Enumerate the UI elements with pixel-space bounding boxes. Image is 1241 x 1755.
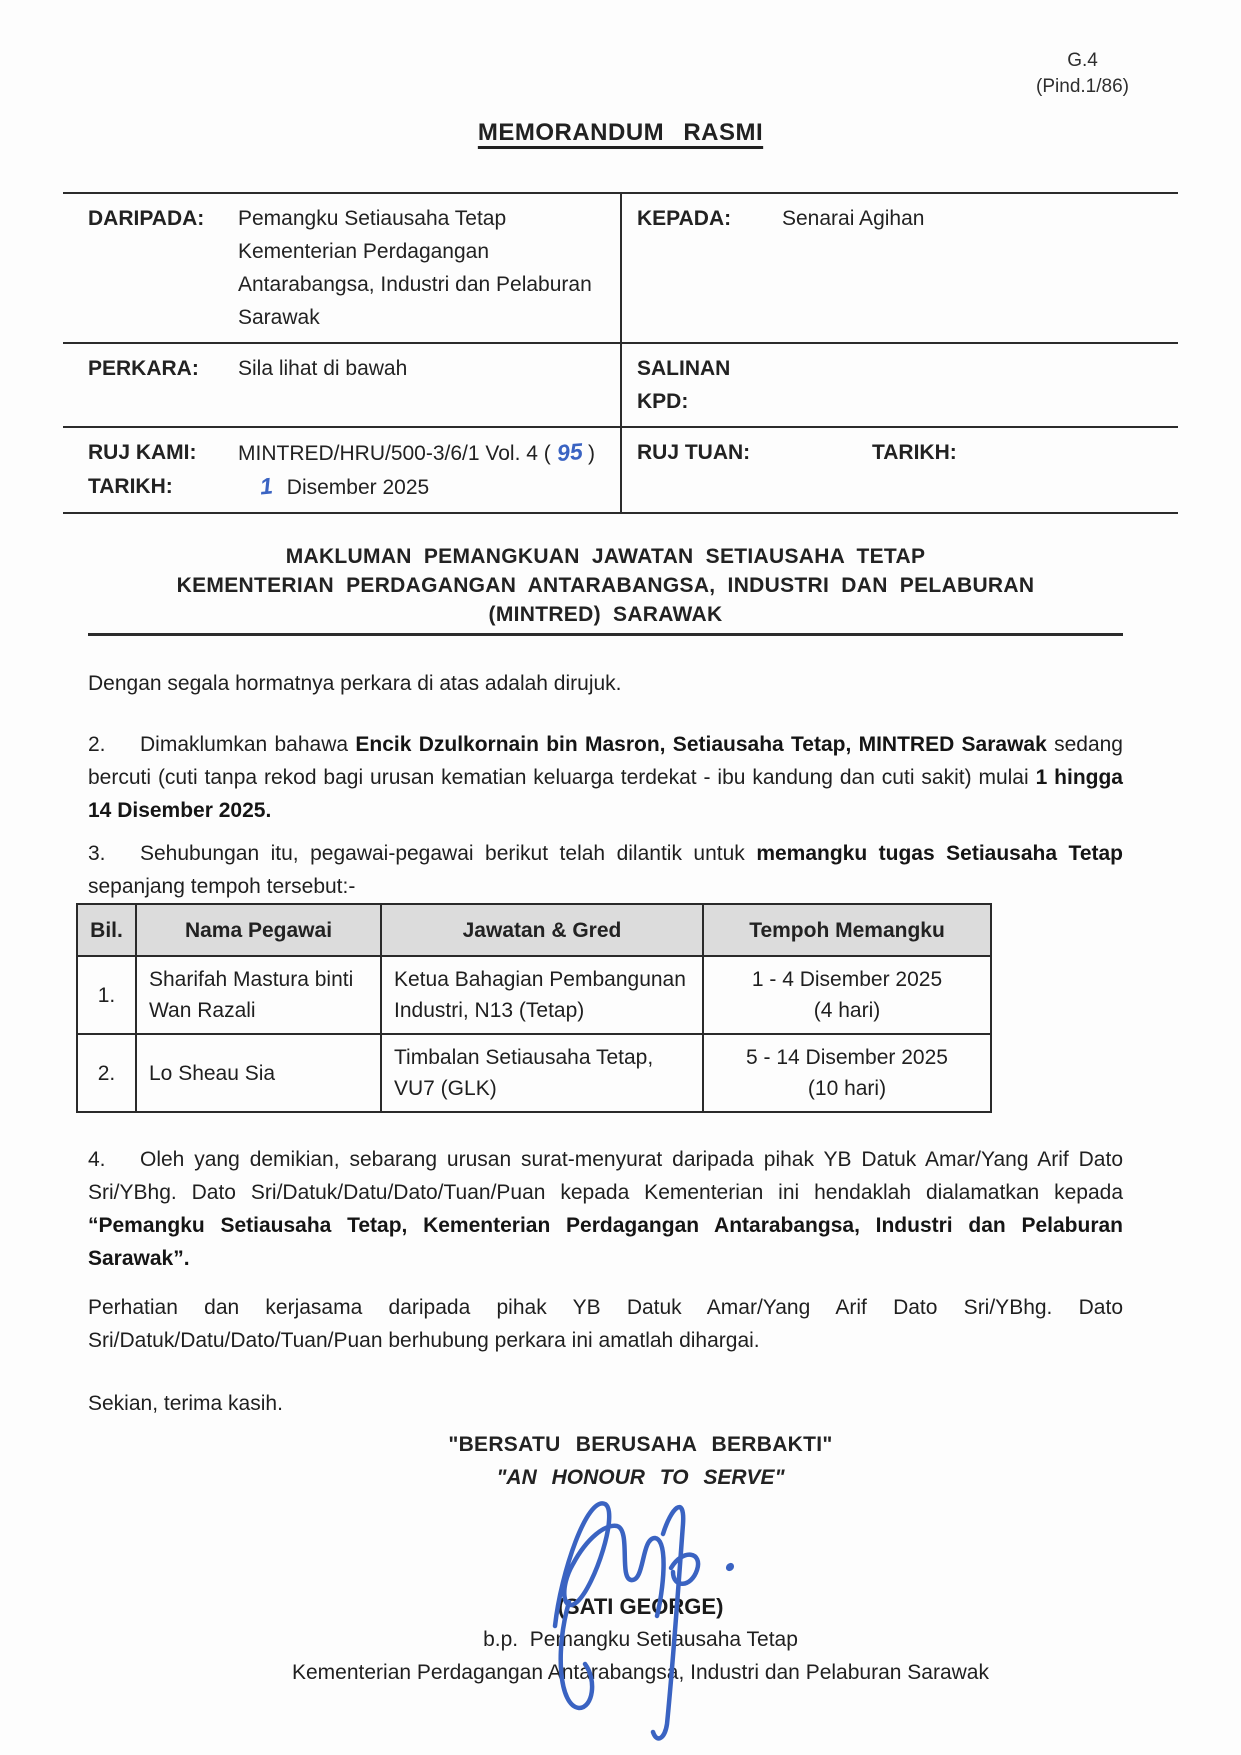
row1-jawatan-line1: Ketua Bahagian Pembangunan xyxy=(394,968,686,991)
daripada-label: DARIPADA: xyxy=(88,207,205,230)
header-tempoh-memangku: Tempoh Memangku xyxy=(703,904,991,956)
paragraph-3-number: 3. xyxy=(88,842,106,865)
salinan-cell xyxy=(620,344,1178,426)
subject-line-3: (MINTRED) SARAWAK xyxy=(488,603,723,626)
paragraph-4 xyxy=(88,1143,1123,1275)
subject-heading xyxy=(88,542,1123,629)
tarikh-value xyxy=(238,470,429,504)
daripada-value xyxy=(238,202,592,334)
page-title: MEMORANDUM RASMI xyxy=(477,119,764,146)
row2-jawatan-line2: VU7 (GLK) xyxy=(394,1077,497,1100)
paragraph-4-bold: “Pemangku Setiausaha Tetap, Kementerian Perdagangan Antarabangsa, Industri dan Pelaburan Sarawak”. xyxy=(88,1214,1123,1270)
table-row xyxy=(77,956,991,1034)
paragraph-3-bold-carry: Tetap xyxy=(1068,842,1123,865)
paragraph-2 xyxy=(88,728,1123,827)
closing-phrase: Sekian, terima kasih. xyxy=(88,1392,283,1415)
personnel-table xyxy=(76,903,992,1113)
table-row xyxy=(77,1034,991,1112)
header-bil: Bil. xyxy=(77,904,136,956)
paragraph-3-bold: memangku tugas Setiausaha xyxy=(756,842,1058,865)
daripada-line-4: Sarawak xyxy=(238,306,320,329)
row1-nama xyxy=(136,956,381,1034)
form-code: G.4 xyxy=(1067,50,1098,71)
motto-english: "AN HONOUR TO SERVE" xyxy=(496,1466,785,1489)
row1-jawatan-line2: Industri, N13 (Tetap) xyxy=(394,999,585,1022)
row2-tempoh-days: (10 hari) xyxy=(807,1077,887,1100)
row2-tempoh-period: 5 - 14 Disember 2025 xyxy=(746,1046,948,1069)
paragraph-4-text-before: Oleh yang demikian, sebarang urusan surat-menyurat daripada pihak YB Datuk Amar/Yang Arif Dato Sri/YBhg. Dato Sri/Datuk/Datu/Dato/Tuan/Puan kepada Kementerian ini hendaklah dialamatkan kepada xyxy=(88,1148,1123,1204)
row1-tempoh-period: 1 - 4 Disember 2025 xyxy=(751,968,943,991)
row2-nama-line1: Lo Sheau Sia xyxy=(149,1061,276,1085)
tarikh-month-year: Disember 2025 xyxy=(286,476,430,499)
row1-nama-line2: Wan Razali xyxy=(149,999,256,1022)
personnel-table-header-row xyxy=(77,904,991,956)
header-row-daripada xyxy=(63,194,1178,344)
header-table xyxy=(63,192,1178,514)
row1-jawatan xyxy=(381,956,703,1034)
header-nama-pegawai: Nama Pegawai xyxy=(136,904,381,956)
salinan-label: SALINAN xyxy=(637,357,731,380)
subject-underline xyxy=(88,633,1123,636)
ruj-kami-handwritten-number: 95 xyxy=(555,437,584,467)
paragraph-3-text-before: Sehubungan itu, pegawai-pegawai berikut telah dilantik untuk xyxy=(140,842,745,865)
paragraph-2-text-before: Dimaklumkan bahawa xyxy=(140,733,349,756)
row1-tempoh xyxy=(703,956,991,1034)
form-code-block xyxy=(1036,48,1129,100)
body-content-lower xyxy=(88,1143,1123,1689)
ruj-tuan-cell xyxy=(620,428,1178,512)
motto-malay: "BERSATU BERUSAHA BERBAKTI" xyxy=(448,1433,833,1456)
tarikh-right-label: TARIKH: xyxy=(872,441,957,464)
daripada-line-2: Kementerian Perdagangan xyxy=(238,240,490,263)
paragraph-5: Perhatian dan kerjasama daripada pihak YB Datuk Amar/Yang Arif Dato Sri/YBhg. Dato Sri/Datuk/Datu/Dato/Tuan/Puan berhubung perkara ini amatlah dihargai. xyxy=(88,1296,1123,1352)
ruj-kami-prefix: MINTRED/HRU/500-3/6/1 Vol. 4 ( xyxy=(238,442,551,465)
ruj-tuan-label: RUJ TUAN: xyxy=(637,441,751,464)
ruj-kami-value xyxy=(238,436,595,470)
ruj-kami-cell xyxy=(63,428,620,512)
header-jawatan-gred: Jawatan & Gred xyxy=(381,904,703,956)
subject-line-2: KEMENTERIAN PERDAGANGAN ANTARABANGSA, INDUSTRI DAN PELABURAN xyxy=(176,574,1035,597)
tarikh-handwritten-day: 1 xyxy=(258,472,274,500)
ruj-kami-suffix: ) xyxy=(588,442,596,465)
signature-area xyxy=(158,1494,1123,1590)
row1-tempoh-days: (4 hari) xyxy=(813,999,881,1022)
signatory-for: b.p. Pemangku Setiausaha Tetap xyxy=(483,1628,798,1651)
row2-jawatan-line1: Timbalan Setiausaha Tetap, xyxy=(394,1046,654,1069)
daripada-line-3: Antarabangsa, Industri dan Pelaburan xyxy=(238,273,592,296)
subject-line-1: MAKLUMAN PEMANGKUAN JAWATAN SETIAUSAHA TETAP xyxy=(285,545,926,568)
kpd-label: KPD: xyxy=(637,390,689,413)
paragraph-2-bold-2: 1 hingga 14 Disember 2025. xyxy=(88,766,1123,822)
body-content xyxy=(88,667,1123,903)
row2-bil: 2. xyxy=(77,1034,136,1112)
form-revision: (Pind.1/86) xyxy=(1036,76,1129,97)
row2-jawatan xyxy=(381,1034,703,1112)
row2-tempoh xyxy=(703,1034,991,1112)
signatory-org: Kementerian Perdagangan Antarabangsa, Industri dan Pelaburan Sarawak xyxy=(292,1661,989,1684)
perkara-value: Sila lihat di bawah xyxy=(238,357,408,380)
row2-nama xyxy=(136,1034,381,1112)
signatory-name: (SATI GEORGE) xyxy=(557,1594,724,1619)
paragraph-2-text-middle: sedang bercuti (cuti tanpa rekod bagi urusan kematian keluarga terdekat - ibu kandung dan cuti sakit) mulai xyxy=(88,733,1123,789)
header-row-perkara xyxy=(63,344,1178,428)
perkara-cell xyxy=(63,344,620,426)
daripada-line-1: Pemangku Setiausaha Tetap xyxy=(238,207,507,230)
paragraph-4-number: 4. xyxy=(88,1148,106,1171)
salutation-paragraph: Dengan segala hormatnya perkara di atas adalah dirujuk. xyxy=(88,672,622,695)
kepada-cell xyxy=(620,194,1178,342)
daripada-cell xyxy=(63,194,620,342)
paragraph-2-number: 2. xyxy=(88,733,106,756)
ruj-kami-label: RUJ KAMI: xyxy=(88,441,197,464)
kepada-value: Senarai Agihan xyxy=(782,207,925,230)
row1-bil: 1. xyxy=(77,956,136,1034)
paragraph-3-text-after: sepanjang tempoh tersebut:- xyxy=(88,875,356,898)
perkara-label: PERKARA: xyxy=(88,357,199,380)
paragraph-2-bold-1: Encik Dzulkornain bin Masron, Setiausaha Tetap, MINTRED Sarawak xyxy=(355,733,1047,756)
header-row-ruj xyxy=(63,428,1178,514)
closing-block xyxy=(88,1428,1123,1689)
row1-nama-line1: Sharifah Mastura binti xyxy=(149,968,354,991)
tarikh-label: TARIKH: xyxy=(88,475,173,498)
paragraph-3 xyxy=(88,837,1123,903)
kepada-label: KEPADA: xyxy=(637,207,732,230)
